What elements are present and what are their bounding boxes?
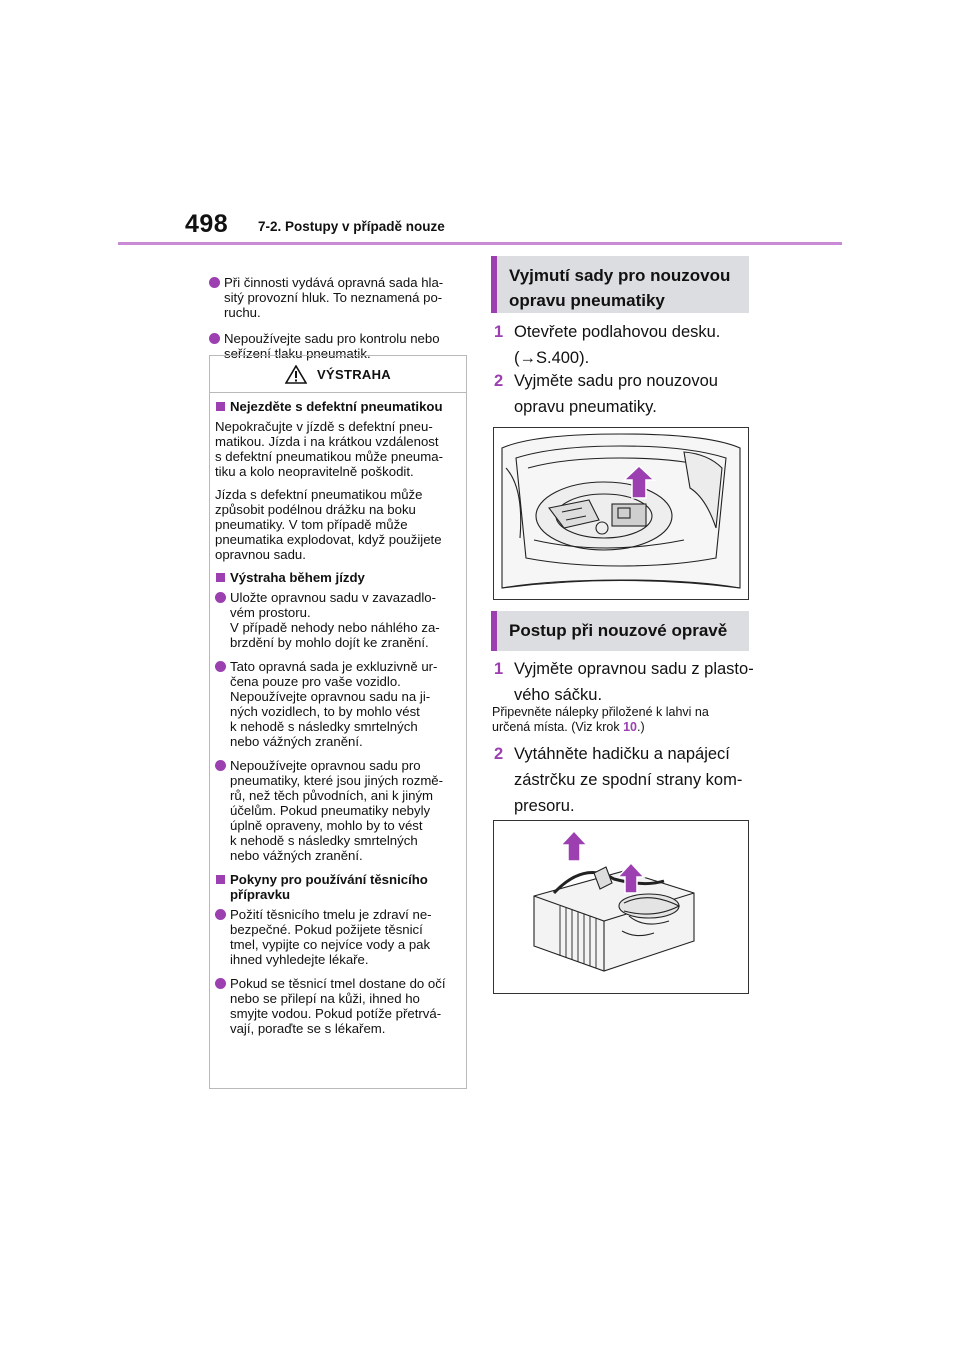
warning-heading-text: Pokyny pro používání těsnicího přípravku xyxy=(230,872,428,902)
step-text: Vyjměte opravnou sadu z plasto- vého sáčku. xyxy=(514,660,754,704)
bullet-dot-icon xyxy=(215,661,226,672)
step-item xyxy=(494,319,754,371)
warning-bullet-text: Tato opravná sada je exkluzivně ur- čena pouze pro vaše vozidlo. Nepoužívejte opravnou sadu na ji- ných vozidlech, to by mohlo vést k nehodě s následky smrtelných nebo vážných zranění. xyxy=(230,659,438,749)
compressor-illustration xyxy=(493,820,749,994)
warning-heading-text: Výstraha během jízdy xyxy=(230,570,365,585)
warning-bullet xyxy=(215,976,462,1036)
step-note xyxy=(492,705,754,735)
bullet-dot-icon xyxy=(215,760,226,771)
warning-body xyxy=(210,393,466,1036)
bullet-dot-icon xyxy=(209,277,220,288)
square-bullet-icon xyxy=(216,875,225,884)
warning-heading-text: Nejezděte s defektní pneumatikou xyxy=(230,399,443,414)
step-number: 2 xyxy=(494,745,504,763)
warning-bullet-text: Pokud se těsnicí tmel dostane do očí nebo se přilepí na kůži, ihned ho smyjte vodou. Pokud potíže přetrvá- vají, poraďte se s lékařem. xyxy=(230,976,446,1036)
bullet-dot-icon xyxy=(215,592,226,603)
section-heading-procedure: Postup při nouzové opravě xyxy=(491,611,749,651)
bullet-dot-icon xyxy=(215,978,226,989)
step-number: 2 xyxy=(494,372,504,390)
step-item xyxy=(494,741,756,819)
warning-triangle-icon xyxy=(285,365,307,384)
warning-bullet xyxy=(215,590,462,650)
intro-bullet-text: Při činnosti vydává opravná sada hla- sitý provozní hluk. To neznamená po- ruchu. xyxy=(224,275,444,320)
warning-bullet-text: Požití těsnicího tmelu je zdraví ne- bezpečné. Pokud požijete těsnicí tmel, vypijte co nejvíce vody a pak ihned vyhledejte lékaře. xyxy=(230,907,432,967)
intro-bullet xyxy=(209,275,465,320)
warning-bullet-text: Uložte opravnou sadu v zavazadlo- vém prostoru. V případě nehody nebo náhlého za- brzdění by mohlo dojít ke zranění. xyxy=(230,590,440,650)
header-divider xyxy=(118,242,842,245)
section-heading-remove-kit: Vyjmutí sady pro nouzovou opravu pneumatiky xyxy=(491,256,749,313)
note-text-end: .) xyxy=(636,720,645,734)
warning-paragraph: Nepokračujte v jízdě s defektní pneu- matikou. Jízda i na krátkou vzdálenost s defektní pneumatikou může pneuma- tiku a kolo neopravitelně poškodit. xyxy=(215,419,443,479)
step-text: Vyjměte sadu pro nouzovou opravu pneumatiky. xyxy=(514,372,718,416)
square-bullet-icon xyxy=(216,573,225,582)
note-text: Připevněte nálepky přiložené k lahvi na určená místa. (Viz krok xyxy=(492,705,709,734)
note-step-reference: 10 xyxy=(623,720,637,734)
warning-title: VÝSTRAHA xyxy=(317,366,391,382)
warning-bullet xyxy=(215,907,462,967)
luggage-compartment-illustration xyxy=(493,427,749,600)
trunk-drawing xyxy=(494,428,748,599)
bullet-dot-icon xyxy=(215,909,226,920)
warning-bullet-text: Nepoužívejte opravnou sadu pro pneumatiky, které jsou jiných rozmě- rů, než těch původních, ani k jiným účelům. Pokud pneumatiky nebyly úplně opraveny, mohlo by to vést k nehodě s následky smrtelných nebo vážných zranění. xyxy=(230,758,444,863)
chapter-title: 7-2. Postupy v případě nouze xyxy=(258,219,445,234)
compressor-drawing xyxy=(494,821,748,993)
warning-bullet xyxy=(215,758,462,863)
warning-section-heading xyxy=(215,570,462,585)
step-item xyxy=(494,368,754,420)
warning-section-heading xyxy=(215,399,462,414)
step-number: 1 xyxy=(494,660,504,678)
page-number: 498 xyxy=(185,210,229,238)
warning-box xyxy=(209,355,467,1089)
step-item xyxy=(494,656,759,708)
warning-paragraph: Jízda s defektní pneumatikou může způsobit podélnou drážku na boku pneumatiky. V tom případě může pneumatika explodovat, když použijete opravnou sadu. xyxy=(215,487,442,562)
warning-section-heading xyxy=(215,872,462,902)
step-text: Otevřete podlahovou desku. (→S.400). xyxy=(514,323,721,367)
warning-header xyxy=(210,356,466,393)
step-number: 1 xyxy=(494,323,504,341)
warning-bullet xyxy=(215,659,462,749)
step-text: Vytáhněte hadičku a napájecí zástrčku ze spodní strany kom- presoru. xyxy=(514,745,743,815)
bullet-dot-icon xyxy=(209,333,220,344)
intro-bullet-text: Nepoužívejte sadu pro kontrolu nebo seřízení tlaku pneumatik. xyxy=(224,331,440,361)
square-bullet-icon xyxy=(216,402,225,411)
